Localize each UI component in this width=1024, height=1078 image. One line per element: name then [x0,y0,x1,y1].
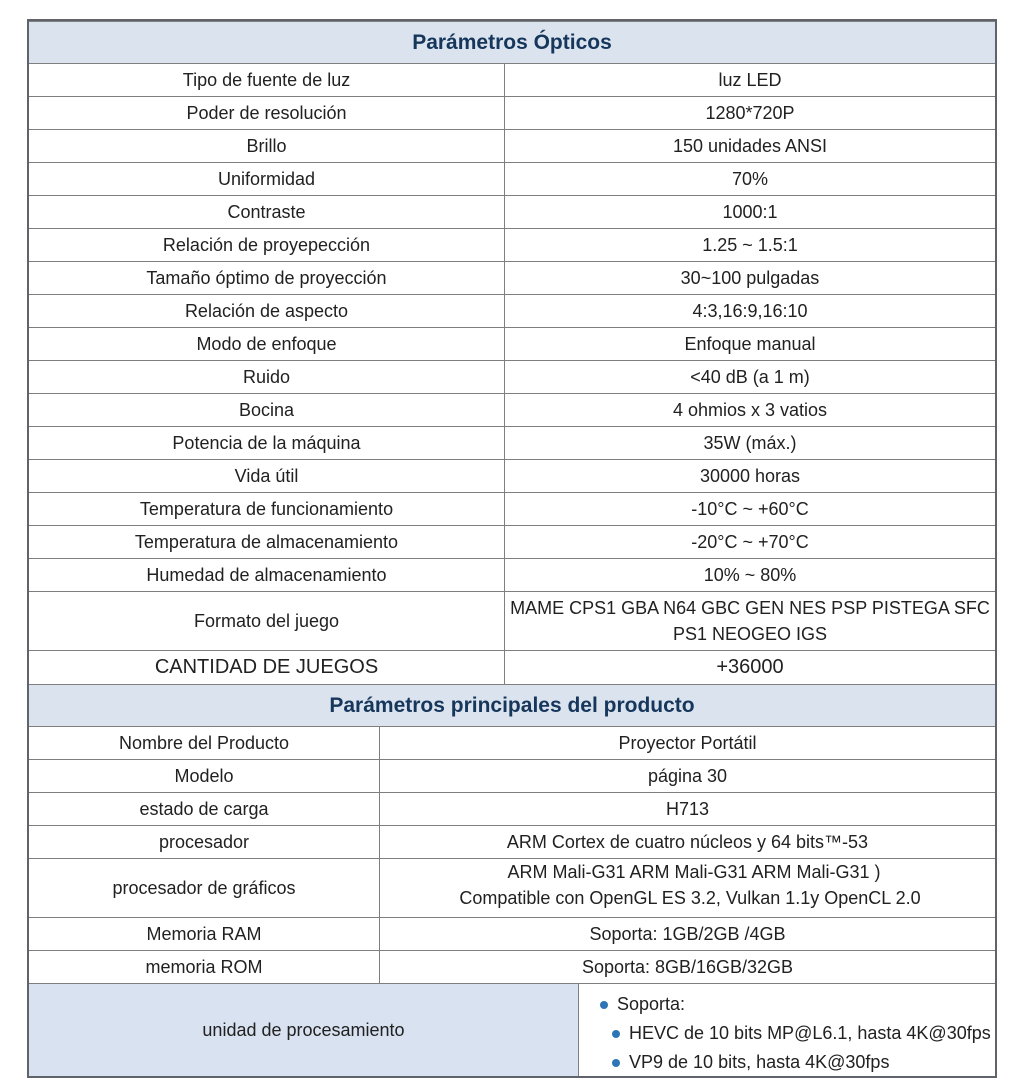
spec-value-text: Proyector Portátil [618,732,757,753]
spec-value-text: luz LED [718,69,782,90]
spec-row [29,162,995,195]
spec-row [29,983,995,1076]
spec-label-text: Uniformidad [217,168,316,189]
spec-label-cell [29,196,505,228]
spec-label-text: Relación de aspecto [184,300,349,321]
spec-value-text: Soporta: 1GB/2GB /4GB [589,923,786,944]
spec-value-text: 1.25 ~ 1.5:1 [702,234,798,255]
bullet-text: Soporta: [617,994,686,1014]
spec-row [29,393,995,426]
spec-value-cell [505,427,995,459]
spec-label-text: Potencia de la máquina [172,432,361,453]
spec-label-text: estado de carga [139,798,269,819]
section-title [29,21,995,63]
spec-label-text: Ruido [242,366,291,387]
spec-value-cell [380,793,995,825]
spec-value-line: PS1 NEOGEO IGS [672,624,828,644]
spec-value-text: 1000:1 [722,201,778,222]
spec-value-cell [380,951,995,983]
spec-label-cell [29,918,380,950]
spec-label-cell [29,328,505,360]
spec-label-text: Memoria RAM [146,923,262,944]
spec-value-text: 4 ohmios x 3 vatios [672,399,828,420]
spec-label-text: Modo de enfoque [196,333,337,354]
bullet-item [612,1019,991,1048]
spec-label-cell [29,163,505,195]
spec-row [29,459,995,492]
spec-label-text: Modelo [174,765,234,786]
spec-row [29,327,995,360]
spec-value-cell [505,592,995,650]
section-title-text: Parámetros Ópticos [412,30,612,54]
spec-value-cell [505,559,995,591]
spec-row [29,426,995,459]
bullet-item [612,1048,889,1076]
spec-value-cell [505,361,995,393]
spec-row [29,950,995,983]
spec-value-cell [505,394,995,426]
spec-label-cell [29,493,505,525]
bullet-icon [612,1059,620,1067]
section-title-text: Parámetros principales del producto [329,693,695,717]
spec-row [29,360,995,393]
spec-row [29,195,995,228]
spec-value-cell [505,493,995,525]
bullet-icon [612,1030,620,1038]
spec-value-text: 70% [731,168,769,189]
spec-label-cell [29,592,505,650]
section [29,21,995,684]
spec-label-cell [29,64,505,96]
spec-value-cell [505,97,995,129]
spec-label-text: memoria ROM [145,956,263,977]
spec-value-text: 30000 horas [699,465,801,486]
spec-label-cell [29,130,505,162]
spec-label-text: Relación de proyepección [162,234,371,255]
spec-label-text: Contraste [227,201,306,222]
spec-value-cell [505,460,995,492]
spec-value-text: 4:3,16:9,16:10 [692,300,808,321]
spec-value-text: 1280*720P [705,102,795,123]
spec-label-cell [29,394,505,426]
spec-row [29,792,995,825]
spec-value-cell [505,196,995,228]
spec-label-text: unidad de procesamiento [202,1019,405,1040]
spec-row [29,591,995,650]
section-title [29,684,995,726]
spec-label-cell [29,727,380,759]
spec-value-line: MAME CPS1 GBA N64 GBC GEN NES PSP PISTEGA SFC [510,598,990,618]
spec-value-cell [505,163,995,195]
spec-label-text: procesador [158,831,250,852]
spec-label-text: Nombre del Producto [118,732,290,753]
spec-label-text: Brillo [246,135,287,156]
spec-row [29,858,995,917]
spec-label-cell [29,793,380,825]
spec-value-cell [380,727,995,759]
spec-row [29,917,995,950]
spec-value-cell [505,526,995,558]
spec-value-cell [380,859,995,917]
spec-value-cell [579,984,995,1076]
spec-label-cell [29,651,505,684]
spec-value-cell [505,262,995,294]
spec-label-cell [29,229,505,261]
spec-value-cell [380,760,995,792]
spec-label-text: Temperatura de funcionamiento [139,498,394,519]
spec-label-cell [29,760,380,792]
spec-label-cell [29,262,505,294]
spec-label-text: Poder de resolución [186,102,347,123]
spec-row [29,759,995,792]
bullet-item [600,990,685,1019]
spec-label-text: Vida útil [234,465,299,486]
spec-value-text: 30~100 pulgadas [680,267,820,288]
spec-row [29,294,995,327]
spec-label-cell [29,427,505,459]
spec-value-cell [505,229,995,261]
bullet-text: VP9 de 10 bits, hasta 4K@30fps [629,1052,890,1072]
spec-label-cell [29,826,380,858]
spec-label-cell [29,97,505,129]
spec-row [29,558,995,591]
spec-value-text: ARM Cortex de cuatro núcleos y 64 bits™-53 [506,831,869,852]
spec-label-cell [29,951,380,983]
spec-value-text: H713 [665,798,710,819]
spec-label-text: Tamaño óptimo de proyección [146,267,387,288]
spec-table [27,19,997,1078]
spec-label-text: Bocina [238,399,295,420]
bullet-text: HEVC de 10 bits MP@L6.1, hasta 4K@30fps [629,1023,991,1043]
spec-value-cell [505,328,995,360]
spec-value-cell [505,651,995,684]
spec-row [29,63,995,96]
spec-value-text: 35W (máx.) [703,432,797,453]
spec-label-text: Temperatura de almacenamiento [134,531,399,552]
spec-value-text: Soporta: 8GB/16GB/32GB [581,956,794,977]
spec-label-cell [29,361,505,393]
spec-label-text: procesador de gráficos [112,877,296,898]
spec-label-cell [29,984,579,1076]
spec-row [29,650,995,684]
spec-label-cell [29,859,380,917]
spec-row [29,228,995,261]
spec-value-text: 10% ~ 80% [703,564,797,585]
spec-value-cell [505,64,995,96]
spec-value-text: 150 unidades ANSI [672,135,828,156]
spec-label-cell [29,526,505,558]
spec-label-cell [29,559,505,591]
spec-value-cell [380,918,995,950]
spec-label-text: Tipo de fuente de luz [182,69,351,90]
spec-value-text: +36000 [716,656,784,678]
spec-label-cell [29,295,505,327]
spec-value-cell [505,130,995,162]
spec-value-line: ARM Mali-G31 ARM Mali-G31 ARM Mali-G31 ) [507,862,881,882]
spec-value-cell [380,826,995,858]
spec-value-text: Enfoque manual [684,333,816,354]
spec-row [29,726,995,759]
spec-row [29,129,995,162]
section [29,684,995,1076]
spec-label-cell [29,460,505,492]
spec-value-text: -10°C ~ +60°C [691,498,809,519]
spec-row [29,96,995,129]
spec-label-text: CANTIDAD DE JUEGOS [154,656,379,678]
spec-value-text: <40 dB (a 1 m) [690,366,810,387]
spec-label-text: Humedad de almacenamiento [146,564,387,585]
spec-row [29,525,995,558]
spec-value-line: Compatible con OpenGL ES 3.2, Vulkan 1.1y OpenCL 2.0 [459,888,921,908]
spec-row [29,825,995,858]
spec-row [29,261,995,294]
spec-value-text: -20°C ~ +70°C [691,531,809,552]
spec-value-text: página 30 [647,765,728,786]
bullet-icon [600,1001,608,1009]
spec-label-text: Formato del juego [193,610,340,631]
spec-row [29,492,995,525]
spec-value-cell [505,295,995,327]
